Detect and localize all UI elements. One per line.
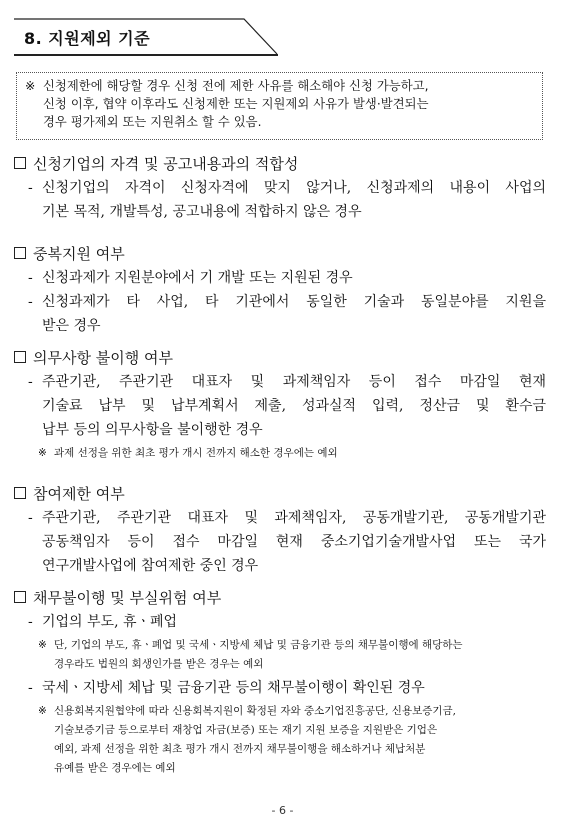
- item-line: 기술료 납부 및 납부계획서 제출, 성과실적 입력, 정산금 및 환수금: [42, 398, 546, 414]
- note-mark: ※: [38, 639, 47, 651]
- section-heading-text: 참여제한 여부: [33, 484, 125, 503]
- note-line: 예외, 과제 선정을 위한 최초 평가 개시 전까지 채무불이행을 해소하거나 체납처분: [54, 743, 426, 755]
- item-line: 공동책임자 등이 접수 마감일 현재 중소기업기술개발사업 또는 국가: [42, 534, 546, 550]
- item-line: 신청과제가 지원분야에서 기 개발 또는 지원된 경우: [42, 270, 353, 286]
- note-line: 유예를 받은 경우에는 예외: [54, 762, 176, 774]
- footnote: [14, 444, 546, 463]
- item-line: 받은 경우: [42, 318, 101, 334]
- note-line: 신용회복지원협약에 따라 신용회복지원이 확정된 자와 중소기업진흥공단, 신용보증기금,: [54, 705, 456, 717]
- section-heading: [14, 242, 546, 264]
- section-default-risk: [14, 586, 546, 778]
- section-heading-text: 채무불이행 및 부실위험 여부: [33, 588, 222, 607]
- note-line: 단, 기업의 부도, 휴ㆍ폐업 및 국세ㆍ지방세 체납 및 금융기관 등의 채무불이행에 해당하는: [54, 639, 463, 651]
- checkbox-square-icon: [14, 351, 26, 363]
- notice-mark: ※: [25, 79, 36, 93]
- notice-line: 신청 이후, 협약 이후라도 신청제한 또는 지원제외 사유가 발생·발견되는: [43, 97, 429, 111]
- note-mark: ※: [38, 447, 47, 459]
- note-line: 기술보증기금 등으로부터 재창업 자금(보증) 또는 재기 지원 보증을 지원받은 기업은: [54, 724, 438, 736]
- checkbox-square-icon: [14, 157, 26, 169]
- section-obligations: [14, 346, 546, 463]
- notice-box: [16, 72, 543, 140]
- page-number: - 6 -: [271, 804, 294, 817]
- note-line: 경우라도 법원의 회생인가를 받은 경우는 예외: [54, 658, 264, 670]
- section-duplicate-support: [14, 242, 546, 338]
- list-item: [14, 370, 546, 442]
- notice-line: 신청제한에 해당할 경우 신청 전에 제한 사유를 해소해야 신청 가능하고,: [43, 79, 429, 93]
- item-line: 주관기관, 주관기관 대표자 및 과제책임자 등이 접수 마감일 현재: [42, 374, 546, 390]
- dash-bullet: -: [28, 680, 33, 696]
- note-mark: ※: [38, 705, 47, 717]
- section-heading-text: 의무사항 불이행 여부: [33, 348, 173, 367]
- section-title-box: [14, 18, 278, 58]
- dash-bullet: -: [28, 180, 33, 196]
- item-line: 기업의 부도, 휴ㆍ폐업: [42, 614, 178, 630]
- item-line: 신청과제가 타 사업, 타 기관에서 동일한 기술과 동일분야를 지원을: [42, 294, 546, 310]
- section-heading: [14, 482, 546, 504]
- section-heading: [14, 152, 546, 174]
- dash-bullet: -: [28, 614, 33, 630]
- dash-bullet: -: [28, 374, 33, 390]
- section-eligibility: [14, 152, 546, 224]
- dash-bullet: -: [28, 510, 33, 526]
- item-line: 납부 등의 의무사항을 불이행한 경우: [42, 422, 263, 438]
- section-heading: [14, 586, 546, 608]
- notice-line: 경우 평가제외 또는 지원취소 할 수 있음.: [43, 115, 262, 129]
- section-heading: [14, 346, 546, 368]
- dash-bullet: -: [28, 270, 33, 286]
- item-line: 주관기관, 주관기관 대표자 및 과제책임자, 공동개발기관, 공동개발기관: [42, 510, 546, 526]
- checkbox-square-icon: [14, 591, 26, 603]
- item-line: 국세ㆍ지방세 체납 및 금융기관 등의 채무불이행이 확인된 경우: [42, 680, 425, 696]
- item-line: 연구개발사업에 참여제한 중인 경우: [42, 558, 259, 574]
- section-participation-restriction: [14, 482, 546, 578]
- footnote: [14, 636, 546, 674]
- footnote: [14, 702, 546, 778]
- list-item: [14, 610, 546, 634]
- section-heading-text: 신청기업의 자격 및 공고내용과의 적합성: [33, 154, 299, 173]
- list-item: [14, 506, 546, 578]
- item-line: 신청기업의 자격이 신청자격에 맞지 않거나, 신청과제의 내용이 사업의: [42, 180, 546, 196]
- list-item: [14, 290, 546, 338]
- section-heading-text: 중복지원 여부: [33, 244, 125, 263]
- notice-body: [43, 77, 534, 131]
- item-line: 기본 목적, 개발특성, 공고내용에 적합하지 않은 경우: [42, 204, 362, 220]
- page-title: 8. 지원제외 기준: [24, 29, 151, 48]
- list-item: [14, 176, 546, 224]
- list-item: [14, 266, 546, 290]
- dash-bullet: -: [28, 294, 33, 310]
- list-item: [14, 676, 546, 700]
- checkbox-square-icon: [14, 247, 26, 259]
- checkbox-square-icon: [14, 487, 26, 499]
- note-line: 과제 선정을 위한 최초 평가 개시 전까지 해소한 경우에는 예외: [54, 447, 338, 459]
